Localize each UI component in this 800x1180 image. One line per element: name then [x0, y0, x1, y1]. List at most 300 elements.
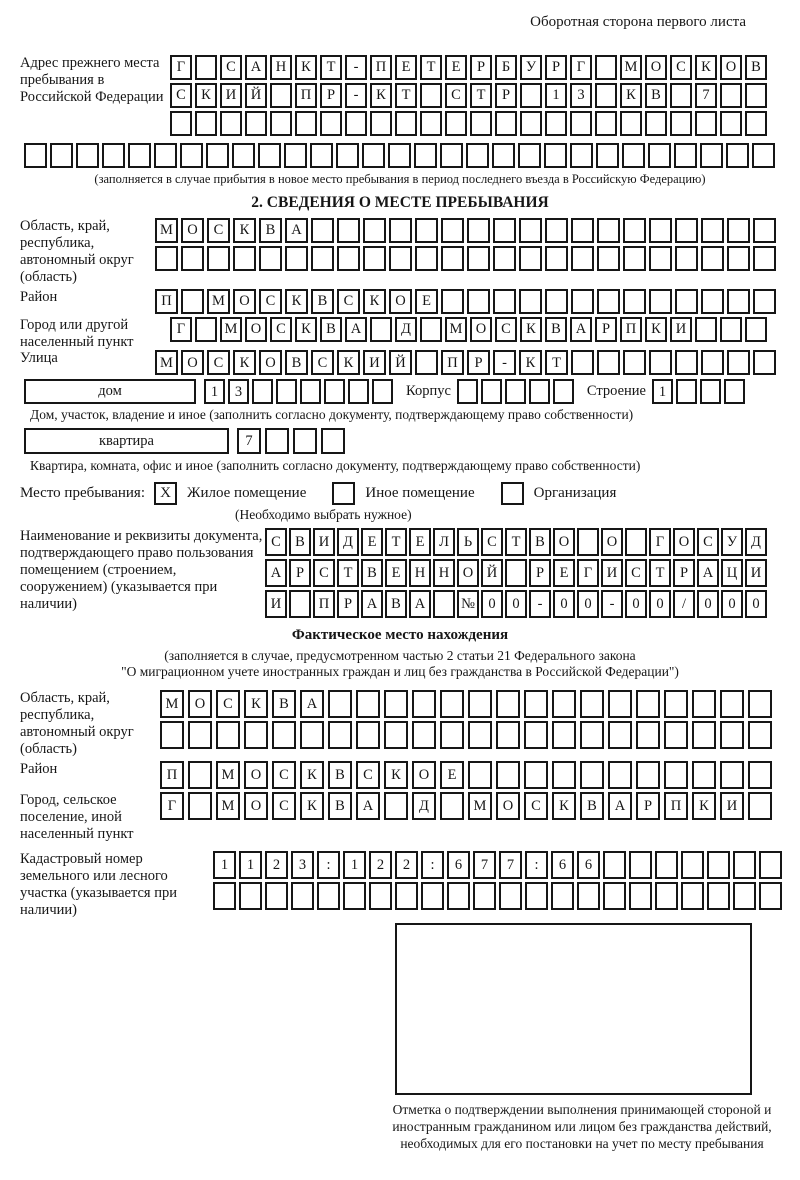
char-box[interactable]: Е: [445, 55, 467, 80]
char-box[interactable]: [195, 111, 217, 136]
char-box[interactable]: В: [259, 218, 282, 243]
char-box[interactable]: 0: [697, 590, 719, 618]
char-box[interactable]: [745, 83, 767, 108]
char-box[interactable]: [372, 379, 393, 404]
char-box[interactable]: К: [300, 761, 324, 789]
char-box[interactable]: [692, 721, 716, 749]
char-box[interactable]: С: [625, 559, 647, 587]
char-box[interactable]: -: [493, 350, 516, 375]
char-box[interactable]: В: [272, 690, 296, 718]
char-box[interactable]: [395, 111, 417, 136]
char-box[interactable]: И: [265, 590, 287, 618]
char-box[interactable]: [670, 111, 692, 136]
char-box[interactable]: И: [720, 792, 744, 820]
char-box[interactable]: С: [311, 350, 334, 375]
char-box[interactable]: [188, 721, 212, 749]
char-box[interactable]: О: [645, 55, 667, 80]
char-box[interactable]: Л: [433, 528, 455, 556]
char-box[interactable]: [623, 350, 646, 375]
char-box[interactable]: [415, 246, 438, 271]
char-box[interactable]: Ь: [457, 528, 479, 556]
char-box[interactable]: [370, 111, 392, 136]
char-box[interactable]: [389, 218, 412, 243]
char-box[interactable]: [597, 246, 620, 271]
char-box[interactable]: [300, 379, 321, 404]
char-box[interactable]: С: [216, 690, 240, 718]
char-box[interactable]: М: [160, 690, 184, 718]
char-box[interactable]: [748, 792, 772, 820]
char-box[interactable]: [493, 218, 516, 243]
char-box[interactable]: [645, 111, 667, 136]
char-box[interactable]: [595, 83, 617, 108]
char-box[interactable]: [552, 761, 576, 789]
char-box[interactable]: И: [745, 559, 767, 587]
char-box[interactable]: [468, 761, 492, 789]
char-box[interactable]: П: [441, 350, 464, 375]
char-box[interactable]: А: [345, 317, 367, 342]
char-box[interactable]: 2: [265, 851, 288, 879]
char-box[interactable]: С: [524, 792, 548, 820]
char-box[interactable]: О: [244, 761, 268, 789]
char-box[interactable]: [188, 761, 212, 789]
char-box[interactable]: П: [160, 761, 184, 789]
char-box[interactable]: Е: [415, 289, 438, 314]
char-box[interactable]: М: [620, 55, 642, 80]
char-box[interactable]: [675, 246, 698, 271]
char-box[interactable]: С: [356, 761, 380, 789]
char-box[interactable]: [505, 379, 526, 404]
char-box[interactable]: К: [695, 55, 717, 80]
char-box[interactable]: [440, 721, 464, 749]
char-box[interactable]: -: [345, 55, 367, 80]
char-box[interactable]: [518, 143, 541, 168]
char-box[interactable]: [395, 882, 418, 910]
char-box[interactable]: [284, 143, 307, 168]
char-box[interactable]: [529, 379, 550, 404]
char-box[interactable]: [496, 761, 520, 789]
char-box[interactable]: П: [313, 590, 335, 618]
char-box[interactable]: :: [317, 851, 340, 879]
char-box[interactable]: [181, 289, 204, 314]
char-box[interactable]: [369, 882, 392, 910]
char-box[interactable]: [420, 111, 442, 136]
char-box[interactable]: [440, 792, 464, 820]
char-box[interactable]: О: [601, 528, 623, 556]
char-box[interactable]: [701, 246, 724, 271]
char-box[interactable]: И: [601, 559, 623, 587]
char-box[interactable]: 6: [551, 851, 574, 879]
char-box[interactable]: С: [259, 289, 282, 314]
char-box[interactable]: [328, 721, 352, 749]
char-box[interactable]: №: [457, 590, 479, 618]
char-box[interactable]: К: [519, 350, 542, 375]
char-box[interactable]: И: [363, 350, 386, 375]
char-box[interactable]: В: [745, 55, 767, 80]
char-box[interactable]: [441, 218, 464, 243]
char-box[interactable]: О: [259, 350, 282, 375]
char-box[interactable]: К: [295, 317, 317, 342]
char-box[interactable]: 1: [652, 379, 673, 404]
char-box[interactable]: Е: [385, 559, 407, 587]
char-box[interactable]: [337, 246, 360, 271]
char-box[interactable]: [493, 246, 516, 271]
char-box[interactable]: 0: [481, 590, 503, 618]
char-box[interactable]: 2: [395, 851, 418, 879]
char-box[interactable]: Н: [433, 559, 455, 587]
char-box[interactable]: [629, 882, 652, 910]
char-box[interactable]: [412, 690, 436, 718]
char-box[interactable]: [160, 721, 184, 749]
char-box[interactable]: Г: [577, 559, 599, 587]
char-box[interactable]: [440, 690, 464, 718]
char-box[interactable]: [270, 83, 292, 108]
char-box[interactable]: [676, 379, 697, 404]
char-box[interactable]: [701, 218, 724, 243]
char-box[interactable]: [577, 528, 599, 556]
char-box[interactable]: [748, 690, 772, 718]
char-box[interactable]: [295, 111, 317, 136]
char-box[interactable]: [76, 143, 99, 168]
char-box[interactable]: [720, 83, 742, 108]
char-box[interactable]: О: [181, 350, 204, 375]
char-box[interactable]: К: [520, 317, 542, 342]
char-box[interactable]: И: [220, 83, 242, 108]
char-box[interactable]: Р: [337, 590, 359, 618]
char-box[interactable]: К: [337, 350, 360, 375]
char-box[interactable]: [727, 350, 750, 375]
char-box[interactable]: О: [470, 317, 492, 342]
char-box[interactable]: [552, 690, 576, 718]
char-box[interactable]: [519, 246, 542, 271]
char-box[interactable]: [649, 246, 672, 271]
char-box[interactable]: [265, 428, 289, 454]
char-box[interactable]: [524, 761, 548, 789]
char-box[interactable]: [636, 721, 660, 749]
char-box[interactable]: К: [195, 83, 217, 108]
char-box[interactable]: Е: [409, 528, 431, 556]
char-box[interactable]: -: [601, 590, 623, 618]
char-box[interactable]: [603, 851, 626, 879]
char-box[interactable]: 0: [745, 590, 767, 618]
char-box[interactable]: О: [720, 55, 742, 80]
char-box[interactable]: Й: [481, 559, 503, 587]
char-box[interactable]: [345, 111, 367, 136]
char-box[interactable]: В: [580, 792, 604, 820]
char-box[interactable]: 2: [369, 851, 392, 879]
char-box[interactable]: П: [664, 792, 688, 820]
char-box[interactable]: [622, 143, 645, 168]
char-box[interactable]: 1: [545, 83, 567, 108]
char-box[interactable]: Т: [545, 350, 568, 375]
char-box[interactable]: [50, 143, 73, 168]
char-box[interactable]: [495, 111, 517, 136]
char-box[interactable]: К: [363, 289, 386, 314]
char-box[interactable]: 0: [505, 590, 527, 618]
char-box[interactable]: П: [620, 317, 642, 342]
char-box[interactable]: Е: [361, 528, 383, 556]
char-box[interactable]: К: [370, 83, 392, 108]
char-box[interactable]: [467, 246, 490, 271]
char-box[interactable]: [753, 218, 776, 243]
stay-type-organization-checkbox[interactable]: [501, 482, 524, 505]
char-box[interactable]: 0: [625, 590, 647, 618]
char-box[interactable]: Е: [440, 761, 464, 789]
char-box[interactable]: [595, 55, 617, 80]
char-box[interactable]: Н: [409, 559, 431, 587]
char-box[interactable]: [310, 143, 333, 168]
char-box[interactable]: [245, 111, 267, 136]
char-box[interactable]: [670, 83, 692, 108]
char-box[interactable]: С: [170, 83, 192, 108]
char-box[interactable]: [337, 218, 360, 243]
char-box[interactable]: Г: [570, 55, 592, 80]
char-box[interactable]: [753, 289, 776, 314]
char-box[interactable]: Т: [385, 528, 407, 556]
char-box[interactable]: П: [295, 83, 317, 108]
char-box[interactable]: Е: [395, 55, 417, 80]
char-box[interactable]: [753, 350, 776, 375]
char-box[interactable]: [154, 143, 177, 168]
char-box[interactable]: [551, 882, 574, 910]
char-box[interactable]: [412, 721, 436, 749]
char-box[interactable]: [664, 690, 688, 718]
char-box[interactable]: С: [265, 528, 287, 556]
char-box[interactable]: [726, 143, 749, 168]
char-box[interactable]: [207, 246, 230, 271]
char-box[interactable]: [552, 721, 576, 749]
char-box[interactable]: В: [645, 83, 667, 108]
char-box[interactable]: О: [244, 792, 268, 820]
char-box[interactable]: [420, 317, 442, 342]
char-box[interactable]: :: [421, 851, 444, 879]
char-box[interactable]: [545, 218, 568, 243]
char-box[interactable]: С: [481, 528, 503, 556]
char-box[interactable]: [421, 882, 444, 910]
char-box[interactable]: [384, 721, 408, 749]
char-box[interactable]: [441, 246, 464, 271]
char-box[interactable]: [440, 143, 463, 168]
char-box[interactable]: 3: [291, 851, 314, 879]
char-box[interactable]: [170, 111, 192, 136]
char-box[interactable]: К: [244, 690, 268, 718]
char-box[interactable]: [701, 350, 724, 375]
char-box[interactable]: П: [370, 55, 392, 80]
char-box[interactable]: [24, 143, 47, 168]
char-box[interactable]: 7: [499, 851, 522, 879]
char-box[interactable]: [420, 83, 442, 108]
char-box[interactable]: В: [361, 559, 383, 587]
char-box[interactable]: Е: [553, 559, 575, 587]
char-box[interactable]: О: [188, 690, 212, 718]
char-box[interactable]: [102, 143, 125, 168]
char-box[interactable]: О: [673, 528, 695, 556]
char-box[interactable]: [545, 289, 568, 314]
char-box[interactable]: [759, 882, 782, 910]
char-box[interactable]: [470, 111, 492, 136]
char-box[interactable]: [216, 721, 240, 749]
char-box[interactable]: В: [328, 792, 352, 820]
char-box[interactable]: 3: [228, 379, 249, 404]
char-box[interactable]: [520, 111, 542, 136]
char-box[interactable]: [519, 289, 542, 314]
char-box[interactable]: [328, 690, 352, 718]
char-box[interactable]: [181, 246, 204, 271]
char-box[interactable]: [724, 379, 745, 404]
char-box[interactable]: [748, 761, 772, 789]
char-box[interactable]: [681, 851, 704, 879]
char-box[interactable]: [492, 143, 515, 168]
char-box[interactable]: [285, 246, 308, 271]
char-box[interactable]: [720, 761, 744, 789]
char-box[interactable]: Р: [545, 55, 567, 80]
char-box[interactable]: [524, 721, 548, 749]
char-box[interactable]: [496, 721, 520, 749]
char-box[interactable]: [748, 721, 772, 749]
char-box[interactable]: [733, 851, 756, 879]
char-box[interactable]: [188, 792, 212, 820]
char-box[interactable]: М: [207, 289, 230, 314]
char-box[interactable]: [571, 289, 594, 314]
char-box[interactable]: Р: [529, 559, 551, 587]
char-box[interactable]: [213, 882, 236, 910]
char-box[interactable]: [733, 882, 756, 910]
char-box[interactable]: [571, 218, 594, 243]
char-box[interactable]: [270, 111, 292, 136]
char-box[interactable]: [195, 55, 217, 80]
char-box[interactable]: 0: [553, 590, 575, 618]
char-box[interactable]: Д: [337, 528, 359, 556]
char-box[interactable]: [384, 690, 408, 718]
char-box[interactable]: [664, 721, 688, 749]
char-box[interactable]: [128, 143, 151, 168]
char-box[interactable]: Р: [636, 792, 660, 820]
stay-type-residential-checkbox[interactable]: X: [154, 482, 177, 505]
char-box[interactable]: 6: [447, 851, 470, 879]
char-box[interactable]: А: [245, 55, 267, 80]
char-box[interactable]: С: [313, 559, 335, 587]
char-box[interactable]: У: [520, 55, 542, 80]
char-box[interactable]: К: [295, 55, 317, 80]
char-box[interactable]: [180, 143, 203, 168]
char-box[interactable]: Т: [470, 83, 492, 108]
char-box[interactable]: [265, 882, 288, 910]
char-box[interactable]: Т: [320, 55, 342, 80]
char-box[interactable]: [324, 379, 345, 404]
char-box[interactable]: [692, 690, 716, 718]
char-box[interactable]: [291, 882, 314, 910]
char-box[interactable]: [348, 379, 369, 404]
char-box[interactable]: [239, 882, 262, 910]
char-box[interactable]: [720, 111, 742, 136]
char-box[interactable]: А: [265, 559, 287, 587]
char-box[interactable]: [577, 882, 600, 910]
char-box[interactable]: В: [328, 761, 352, 789]
char-box[interactable]: [580, 721, 604, 749]
char-box[interactable]: [415, 218, 438, 243]
char-box[interactable]: Р: [673, 559, 695, 587]
char-box[interactable]: 0: [649, 590, 671, 618]
char-box[interactable]: О: [181, 218, 204, 243]
char-box[interactable]: [467, 289, 490, 314]
char-box[interactable]: [336, 143, 359, 168]
char-box[interactable]: [155, 246, 178, 271]
char-box[interactable]: С: [220, 55, 242, 80]
char-box[interactable]: [544, 143, 567, 168]
char-box[interactable]: Т: [649, 559, 671, 587]
char-box[interactable]: [384, 792, 408, 820]
char-box[interactable]: Т: [337, 559, 359, 587]
char-box[interactable]: [623, 289, 646, 314]
char-box[interactable]: [681, 882, 704, 910]
char-box[interactable]: [445, 111, 467, 136]
char-box[interactable]: О: [457, 559, 479, 587]
char-box[interactable]: А: [300, 690, 324, 718]
char-box[interactable]: [675, 218, 698, 243]
char-box[interactable]: О: [412, 761, 436, 789]
char-box[interactable]: [727, 218, 750, 243]
char-box[interactable]: [244, 721, 268, 749]
char-box[interactable]: [320, 111, 342, 136]
char-box[interactable]: [473, 882, 496, 910]
char-box[interactable]: С: [272, 792, 296, 820]
char-box[interactable]: [467, 218, 490, 243]
char-box[interactable]: [233, 246, 256, 271]
char-box[interactable]: Р: [289, 559, 311, 587]
char-box[interactable]: [720, 721, 744, 749]
char-box[interactable]: [570, 111, 592, 136]
char-box[interactable]: [370, 317, 392, 342]
char-box[interactable]: О: [496, 792, 520, 820]
char-box[interactable]: С: [495, 317, 517, 342]
char-box[interactable]: [525, 882, 548, 910]
char-box[interactable]: [317, 882, 340, 910]
char-box[interactable]: [505, 559, 527, 587]
char-box[interactable]: [545, 111, 567, 136]
char-box[interactable]: Р: [595, 317, 617, 342]
char-box[interactable]: Г: [649, 528, 671, 556]
char-box[interactable]: 3: [570, 83, 592, 108]
char-box[interactable]: [701, 289, 724, 314]
char-box[interactable]: [595, 111, 617, 136]
char-box[interactable]: [625, 528, 647, 556]
char-box[interactable]: [363, 246, 386, 271]
char-box[interactable]: Д: [745, 528, 767, 556]
char-box[interactable]: [258, 143, 281, 168]
char-box[interactable]: [388, 143, 411, 168]
char-box[interactable]: [675, 350, 698, 375]
char-box[interactable]: [468, 721, 492, 749]
char-box[interactable]: [720, 690, 744, 718]
char-box[interactable]: 0: [577, 590, 599, 618]
char-box[interactable]: 7: [695, 83, 717, 108]
char-box[interactable]: :: [525, 851, 548, 879]
char-box[interactable]: [623, 246, 646, 271]
char-box[interactable]: В: [529, 528, 551, 556]
stay-type-other-premises-checkbox[interactable]: [332, 482, 355, 505]
char-box[interactable]: К: [692, 792, 716, 820]
char-box[interactable]: К: [384, 761, 408, 789]
char-box[interactable]: О: [233, 289, 256, 314]
char-box[interactable]: А: [356, 792, 380, 820]
char-box[interactable]: [389, 246, 412, 271]
char-box[interactable]: О: [245, 317, 267, 342]
char-box[interactable]: К: [645, 317, 667, 342]
char-box[interactable]: А: [570, 317, 592, 342]
char-box[interactable]: [597, 289, 620, 314]
char-box[interactable]: [720, 317, 742, 342]
char-box[interactable]: Т: [420, 55, 442, 80]
char-box[interactable]: К: [552, 792, 576, 820]
